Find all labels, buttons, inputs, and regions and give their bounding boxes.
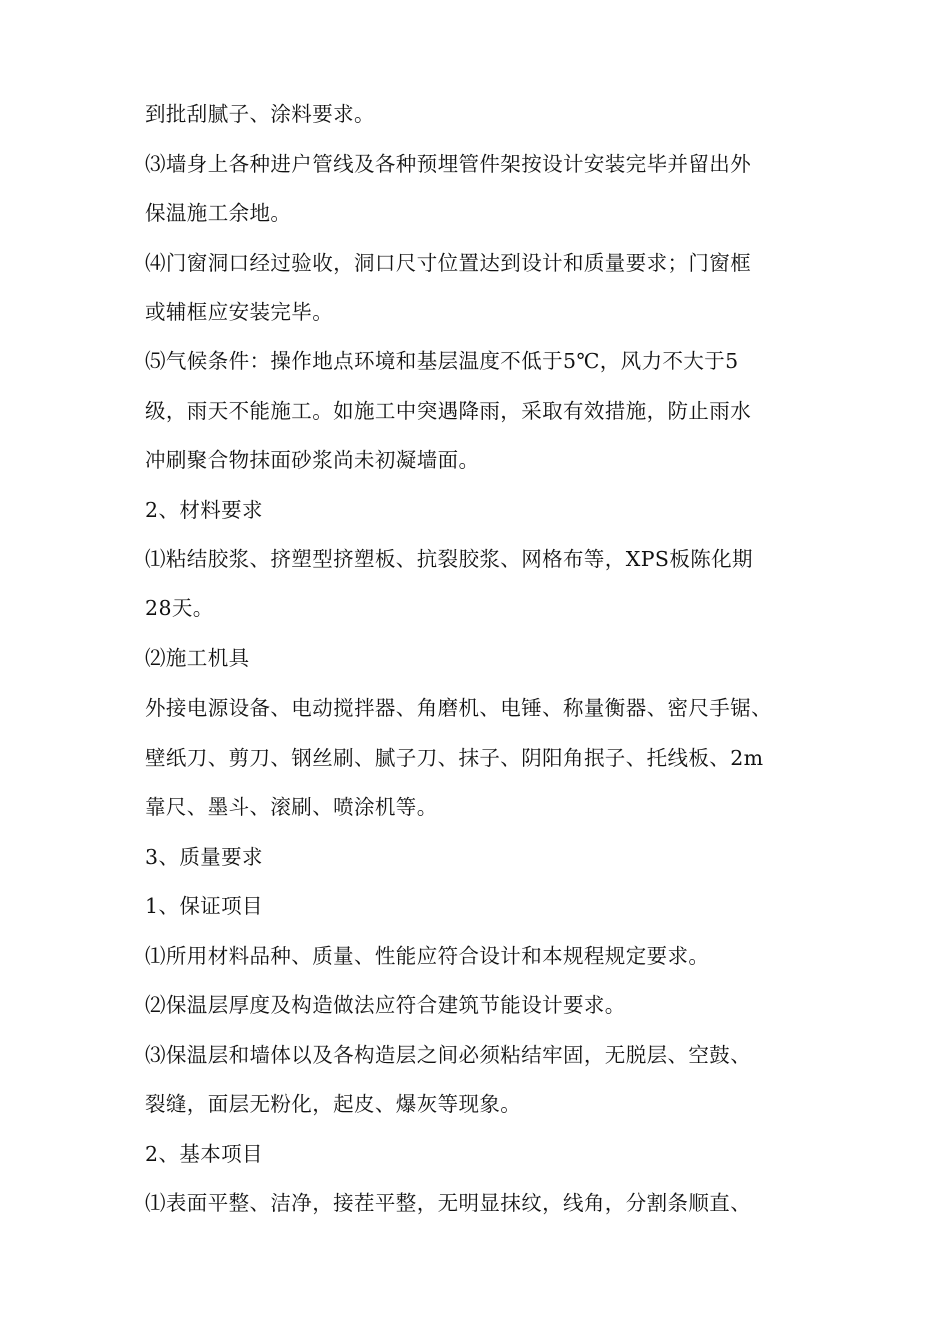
text-line: 到批刮腻子、涂料要求。 <box>145 102 375 126</box>
text-line: ⑷门窗洞口经过验收，洞口尺寸位置达到设计和质量要求；门窗框 <box>145 251 752 275</box>
text-line: 级，雨天不能施工。如施工中突遇降雨，采取有效措施，防止雨水 <box>145 399 752 423</box>
text-line: ⑴所用材料品种、质量、性能应符合设计和本规程规定要求。 <box>145 944 710 968</box>
text-line: ⑶保温层和墙体以及各构造层之间必须粘结牢固，无脱层、空鼓、 <box>145 1043 752 1067</box>
text-line: ⑵施工机具 <box>145 646 250 670</box>
text-line: 28天。 <box>145 596 214 620</box>
text-line: ⑴表面平整、洁净，接茬平整，无明显抹纹，线角，分割条顺直、 <box>145 1191 752 1215</box>
text-line: 壁纸刀、剪刀、钢丝刷、腻子刀、抹子、阴阳角抿子、托线板、2m <box>145 746 764 770</box>
text-line: 保温施工余地。 <box>145 201 292 225</box>
text-line: ⑸气候条件：操作地点环境和基层温度不低于5℃，风力不大于5 <box>145 349 739 373</box>
section-heading: 1、保证项目 <box>145 894 263 918</box>
text-line: 裂缝，面层无粉化，起皮、爆灰等现象。 <box>145 1092 522 1116</box>
section-heading: 2、基本项目 <box>145 1142 263 1166</box>
text-line: 或辅框应安装完毕。 <box>145 300 334 324</box>
text-line: 冲刷聚合物抹面砂浆尚未初凝墙面。 <box>145 448 480 472</box>
text-line: 靠尺、墨斗、滚刷、喷涂机等。 <box>145 795 438 819</box>
text-line: 外接电源设备、电动搅拌器、角磨机、电锤、称量衡器、密尺手锯、 <box>145 696 772 720</box>
section-heading: 2、材料要求 <box>145 498 263 522</box>
text-line: ⑶墙身上各种进户管线及各种预埋管件架按设计安装完毕并留出外 <box>145 152 752 176</box>
text-line: ⑵保温层厚度及构造做法应符合建筑节能设计要求。 <box>145 993 626 1017</box>
text-line: ⑴粘结胶浆、挤塑型挤塑板、抗裂胶浆、网格布等，XPS板陈化期 <box>145 547 753 571</box>
section-heading: 3、质量要求 <box>145 845 263 869</box>
